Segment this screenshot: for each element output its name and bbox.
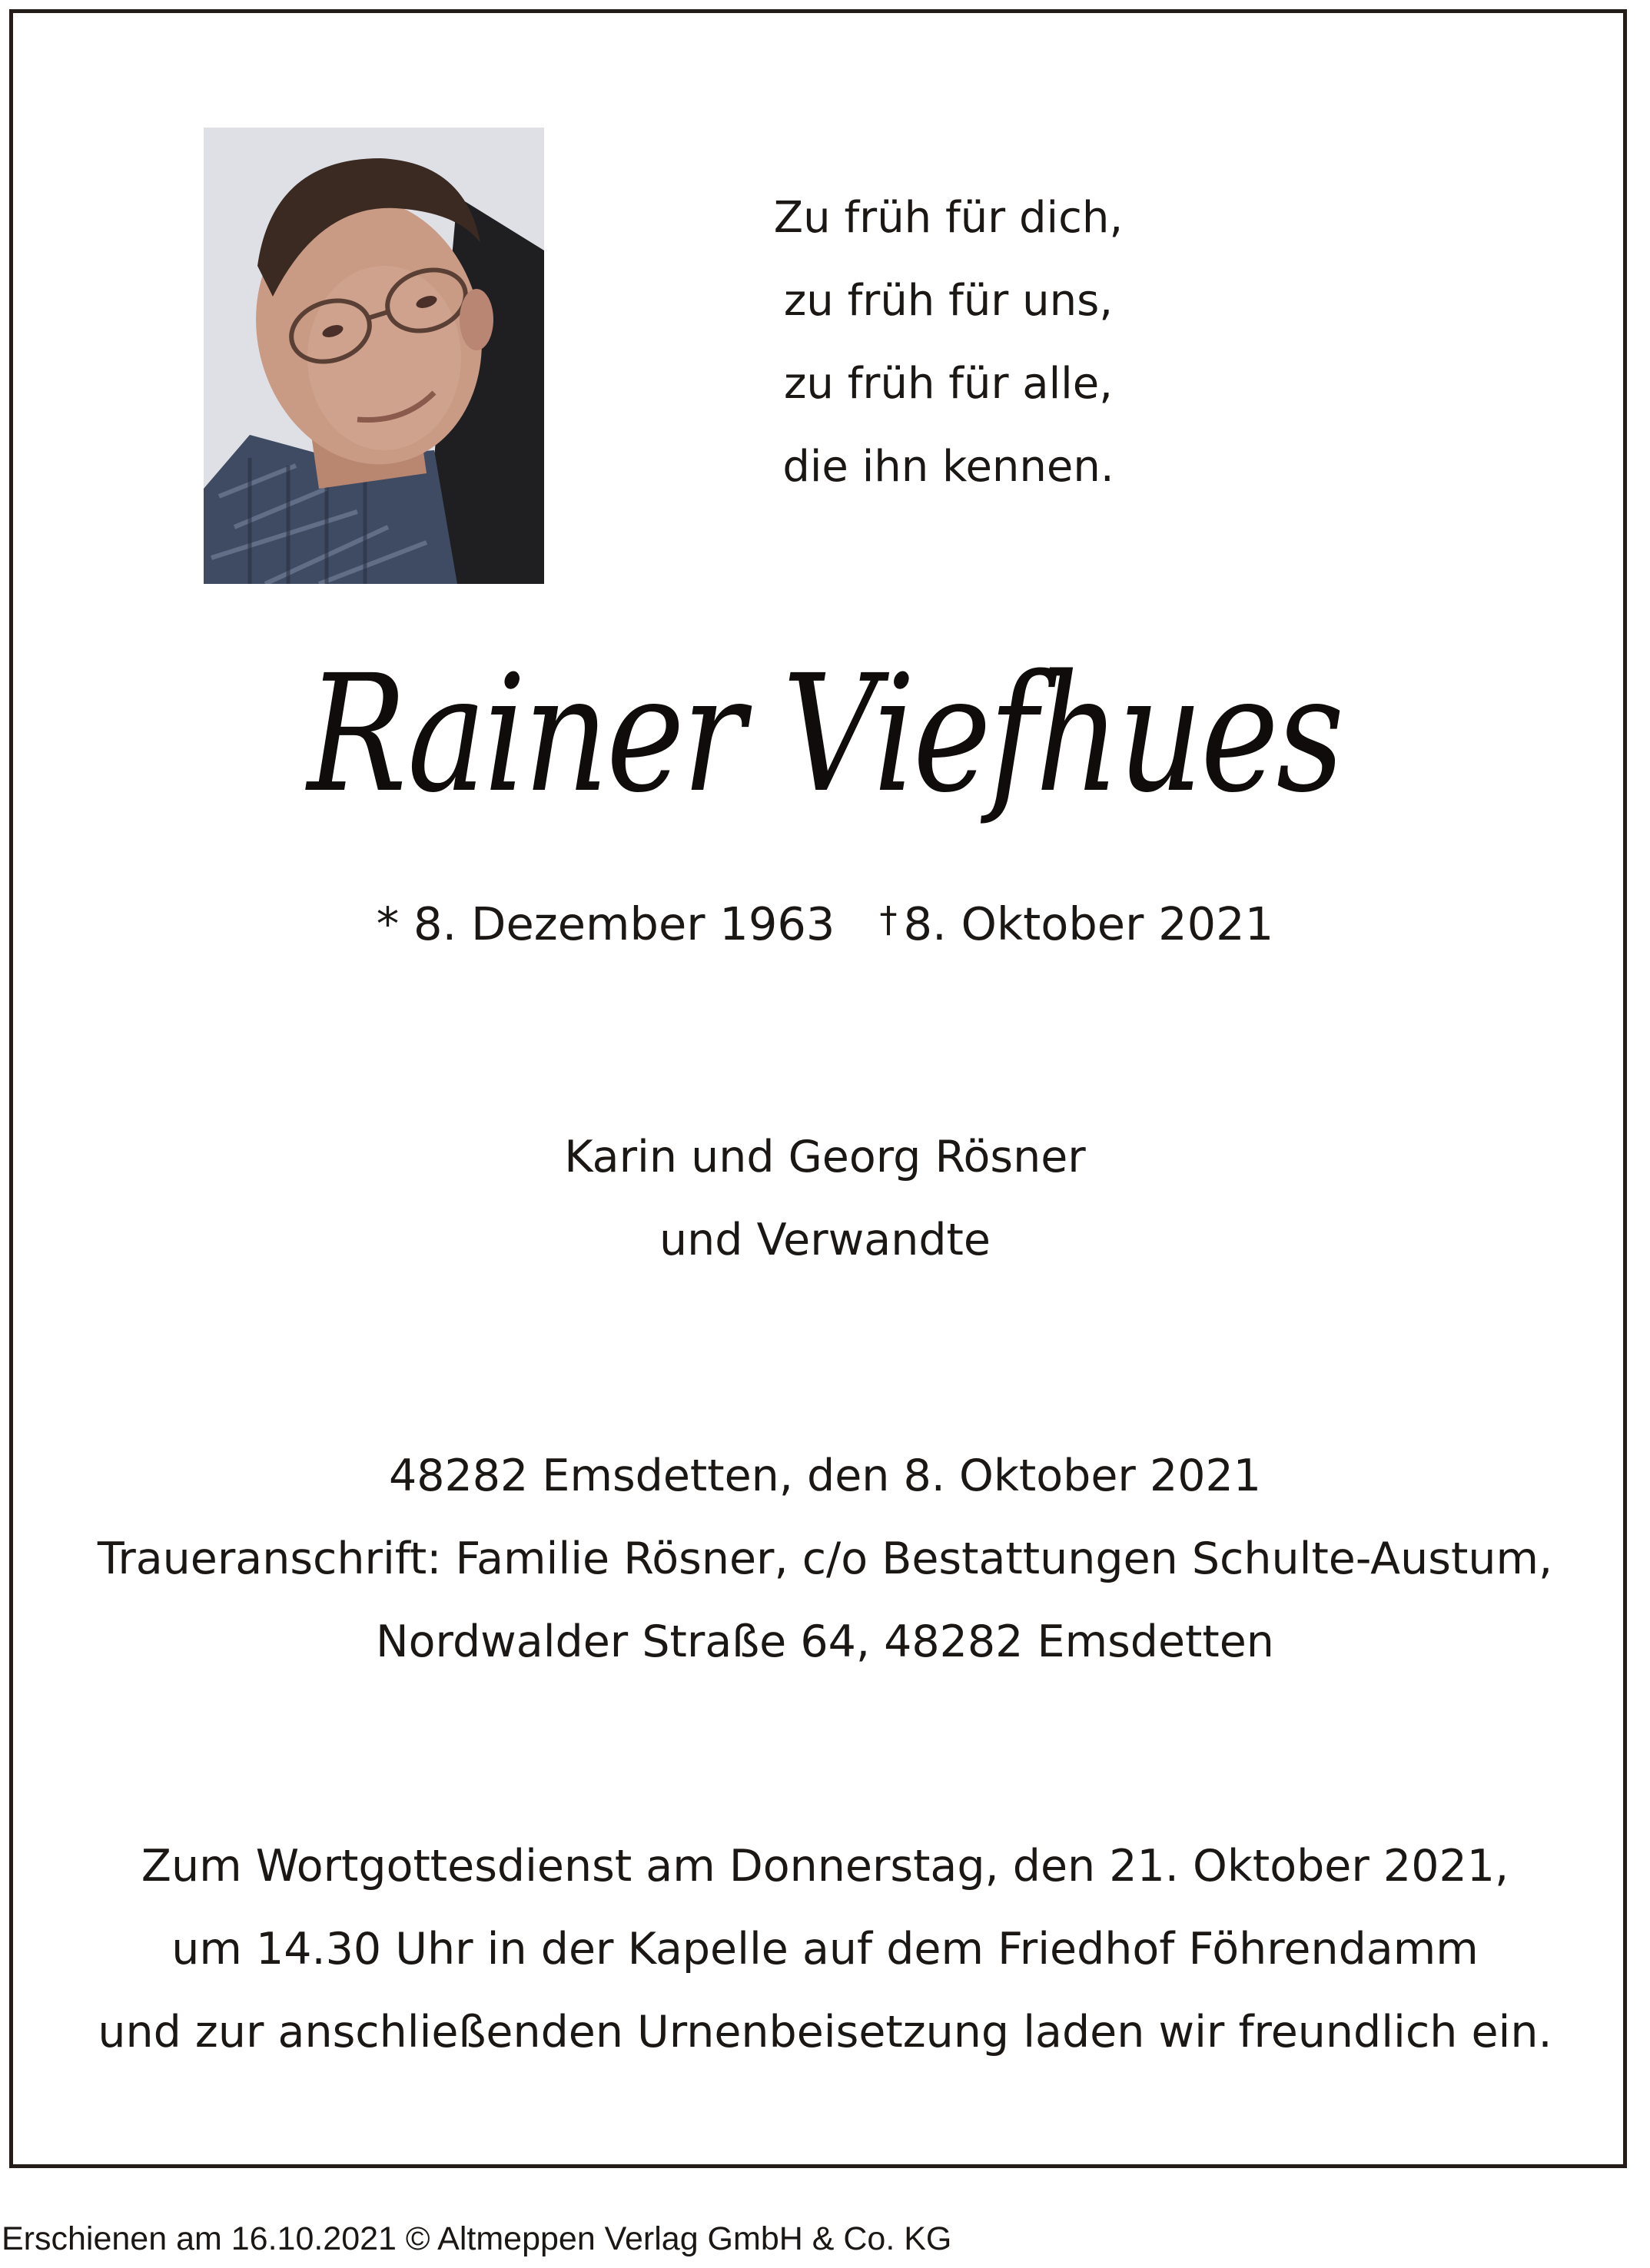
verse	[584, 191, 1313, 522]
service-announcement	[0, 1839, 1650, 2087]
cross-symbol: †	[879, 899, 898, 940]
address-line: Nordwalder Straße 64, 48282 Emsdetten	[376, 1616, 1274, 1667]
service-line: um 14.30 Uhr in der Kapelle auf dem Friedhof Föhrendamm	[171, 1924, 1479, 1975]
mourners-line: Karin und Georg Rösner	[564, 1132, 1086, 1182]
verse-line: die ihn kennen.	[782, 442, 1114, 492]
verse-line: Zu früh für dich,	[773, 193, 1124, 243]
mourners-line: und Verwandte	[659, 1215, 991, 1265]
birth-date: * 8. Dezember 1963	[376, 897, 835, 950]
address-line: Traueranschrift: Familie Rösner, c/o Bestattungen Schulte-Austum,	[97, 1534, 1553, 1584]
mourning-address	[0, 1448, 1650, 1697]
verse-line: zu früh für alle,	[784, 359, 1113, 409]
deceased-name: Rainer Viefhues	[307, 640, 1342, 828]
verse-line: zu früh für uns,	[783, 276, 1114, 326]
publication-footer: Erschienen am 16.10.2021 © Altmeppen Verlag GmbH & Co. KG	[2, 2220, 952, 2257]
address-line: 48282 Emsdetten, den 8. Oktober 2021	[388, 1451, 1262, 1501]
service-line: Zum Wortgottesdienst am Donnerstag, den 21. Oktober 2021,	[141, 1841, 1509, 1892]
portrait-photo	[204, 128, 544, 584]
service-line: und zur anschließenden Urnenbeisetzung laden wir freundlich ein.	[98, 2007, 1552, 2057]
mourners	[0, 1129, 1650, 1295]
life-dates	[0, 897, 1650, 950]
death-date: 8. Oktober 2021	[903, 897, 1274, 950]
